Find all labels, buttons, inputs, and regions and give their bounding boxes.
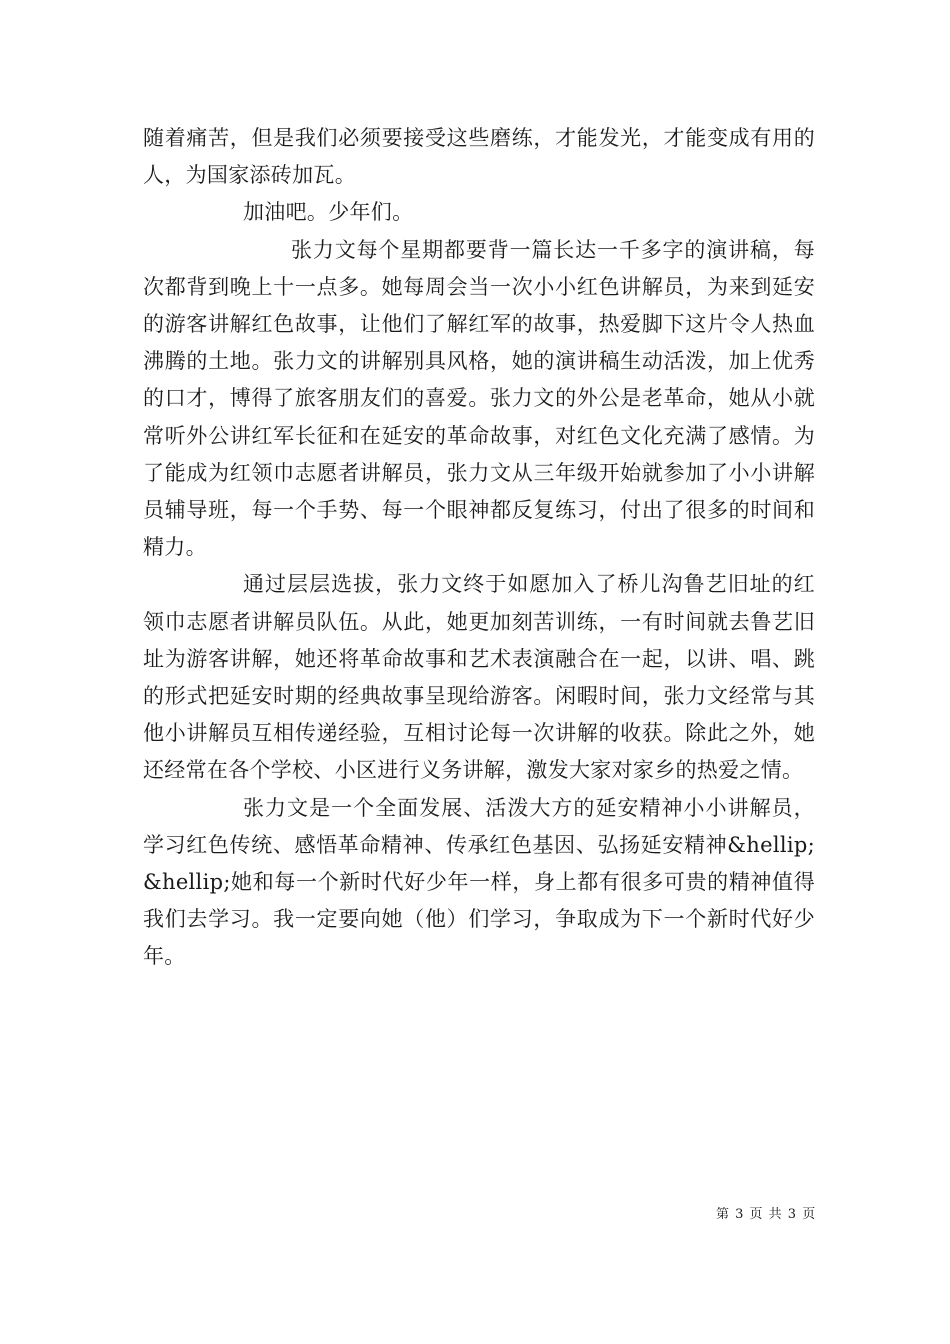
paragraph-speech-practice: 张力文每个星期都要背一篇长达一千多字的演讲稿，每次都背到晚上十一点多。她每周会当一次小小红色讲解员，为来到延安的游客讲解红色故事，让他们了解红军的故事，热爱脚下这片令人热血沸腾的土地。张力文的讲解别具风格，她的演讲稿生动活泼，加上优秀的口才，博得了旅客朋友们的喜爱。张力文的外公是老革命，她从小就常听外公讲红军长征和在延安的革命故事，对红色文化充满了感情。为了能成为红领巾志愿者讲解员，张力文从三年级开始就参加了小小讲解员辅导班，每一个手势、每一个眼神都反复练习，付出了很多的时间和精力。 <box>143 237 815 560</box>
paragraph-volunteer-guide: 通过层层选拔，张力文终于如愿加入了桥儿沟鲁艺旧址的红领巾志愿者讲解员队伍。从此，她更加刻苦训练，一有时间就去鲁艺旧址为游客讲解，她还将革命故事和艺术表演融合在一起，以讲、唱、跳的形式把延安时期的经典故事呈现给游客。闲暇时间，张力文经常与其他小讲解员互相传递经验，互相讨论每一次讲解的收获。除此之外，她还经常在各个学校、小区进行义务讲解，激发大家对家乡的热爱之情。 <box>143 572 815 783</box>
paragraph-conclusion: 张力文是一个全面发展、活泼大方的延安精神小小讲解员，学习红色传统、感悟革命精神、传承红色基因、弘扬延安精神&hellip;&hellip;她和每一个新时代好少年一样，身上都有很多可贵的精神值得我们去学习。我一定要向她（他）们学习，争取成为下一个新时代好少年。 <box>143 795 815 969</box>
document-body <box>143 120 815 976</box>
paragraph-exhortation: 加油吧。少年们。 <box>243 200 414 225</box>
paragraph-continuation: 随着痛苦，但是我们必须要接受这些磨练，才能发光，才能变成有用的人，为国家添砖加瓦。 <box>143 126 815 188</box>
page-number-footer: 第 3 页 共 3 页 <box>716 1207 817 1222</box>
